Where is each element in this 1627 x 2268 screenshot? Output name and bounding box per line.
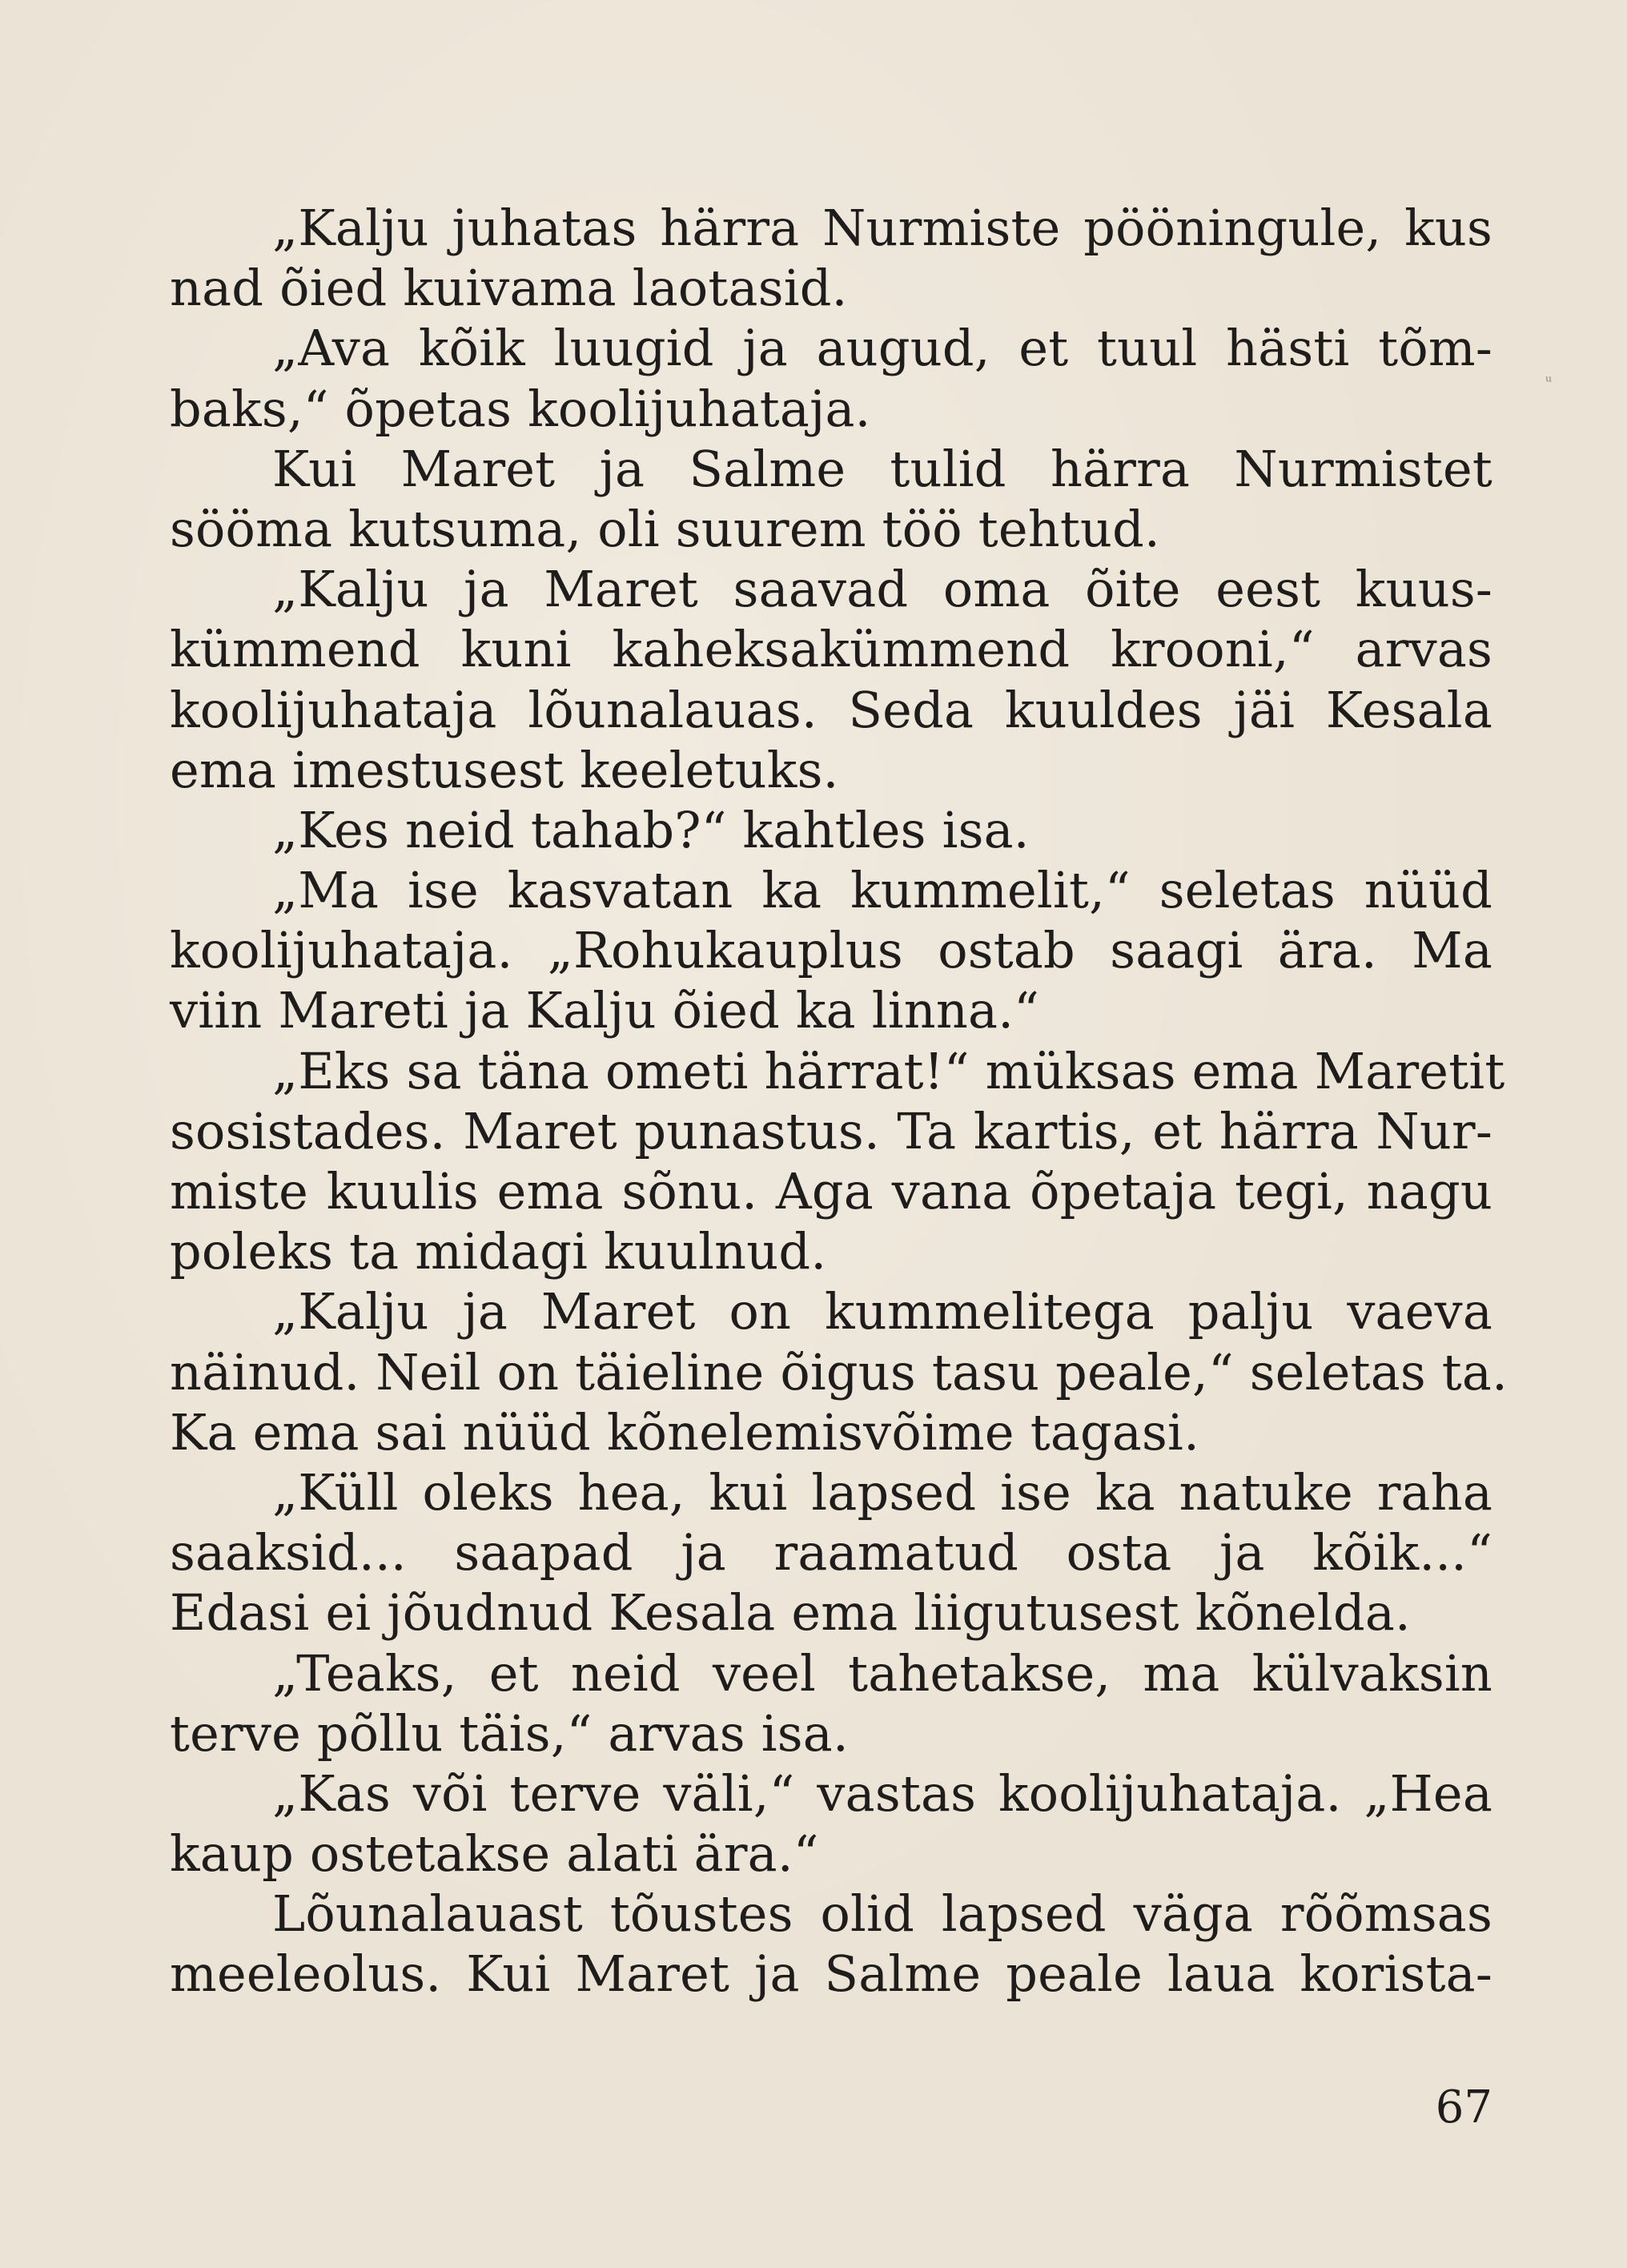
body-text — [170, 198, 1508, 2005]
text-line: ema imestusest keeletuks. — [170, 740, 839, 799]
text-line: „Teaks, et neid veel tahetakse, ma külvaksin — [272, 1643, 1492, 1703]
text-line: Edasi ei jõudnud Kesala ema liigutusest kõnelda. — [170, 1583, 1411, 1643]
text-line: „Eks sa täna ometi härrat!“ müksas ema Maretit — [272, 1041, 1505, 1100]
text-line: „Kalju ja Maret on kummelitega palju vaeva — [272, 1282, 1492, 1341]
text-line: „Kalju ja Maret saavad oma õite eest kuus- — [272, 560, 1492, 619]
text-line: terve põllu täis,“ arvas isa. — [170, 1703, 849, 1763]
text-line: sosistades. Maret punastus. Ta kartis, et härra Nur- — [170, 1101, 1492, 1160]
text-line: meeleolus. Kui Maret ja Salme peale laua korista- — [170, 1944, 1492, 2004]
text-line: kaup ostetakse alati ära.“ — [170, 1824, 819, 1884]
text-line: koolijuhataja lõunalauas. Seda kuuldes jäi Kesala — [170, 680, 1492, 739]
text-line: „Kalju juhatas härra Nurmiste pööningule, kus — [272, 199, 1492, 257]
text-line: saaksid... saapad ja raamatud osta ja kõik...“ — [170, 1523, 1492, 1582]
text-line: „Ava kõik luugid ja augud, et tuul hästi tõm- — [272, 319, 1492, 378]
margin-mark: ᵘ — [1545, 372, 1552, 391]
text-line: näinud. Neil on täieline õigus tasu peale,“ seletas ta. — [170, 1342, 1508, 1401]
text-line: kümmend kuni kaheksakümmend krooni,“ arvas — [170, 620, 1492, 679]
page-number: 67 — [1435, 2081, 1492, 2133]
text-line: „Kes neid tahab?“ kahtles isa. — [272, 800, 1030, 859]
text-line: sööma kutsuma, oli suurem töö tehtud. — [170, 499, 1160, 558]
text-line: Kui Maret ja Salme tulid härra Nurmistet — [272, 439, 1492, 498]
text-line: miste kuulis ema sõnu. Aga vana õpetaja tegi, nagu — [170, 1162, 1492, 1220]
text-line: baks,“ õpetas koolijuhataja. — [170, 379, 871, 438]
text-line: „Ma ise kasvatan ka kummelit,“ seletas nüüd — [272, 861, 1492, 920]
text-line: Ka ema sai nüüd kõnelemisvõime tagasi. — [170, 1402, 1199, 1462]
text-line: nad õied kuivama laotasid. — [170, 259, 848, 318]
text-line: Lõunalauast tõustes olid lapsed väga rõõmsas — [272, 1884, 1492, 1944]
text-line: „Kas või terve väli,“ vastas koolijuhataja. „Hea — [272, 1763, 1492, 1823]
text-line: koolijuhataja. „Rohukauplus ostab saagi ära. Ma — [170, 921, 1492, 980]
text-line: „Küll oleks hea, kui lapsed ise ka natuke raha — [272, 1462, 1492, 1522]
text-line: poleks ta midagi kuulnud. — [170, 1222, 827, 1281]
text-line: viin Mareti ja Kalju õied ka linna.“ — [170, 981, 1039, 1040]
